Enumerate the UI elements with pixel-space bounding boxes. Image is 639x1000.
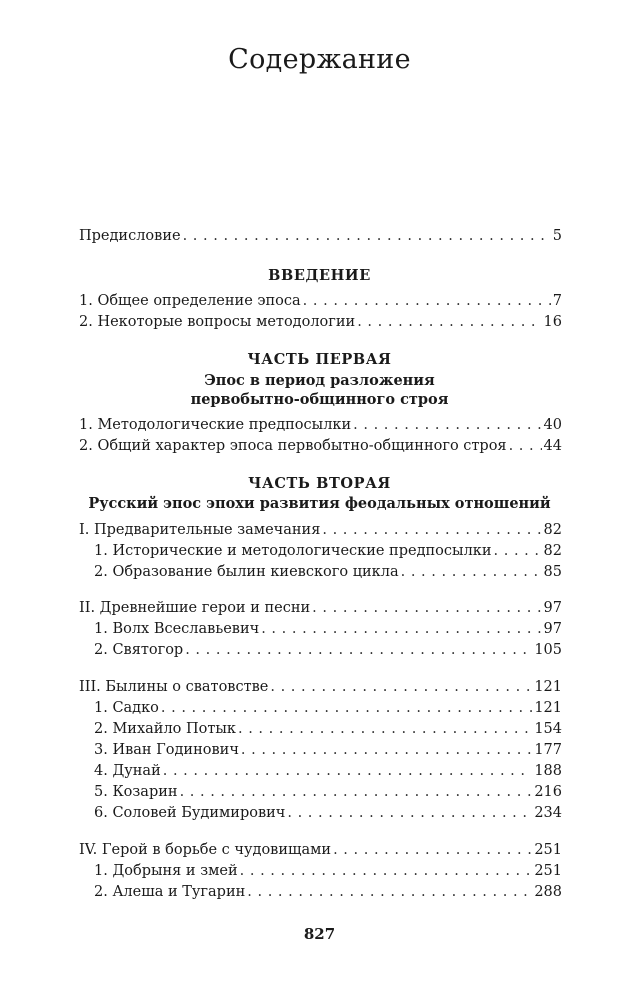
section-subheading-part2: Русский эпос эпохи развития феодальных отношений: [88, 495, 551, 512]
leader-dots: [270, 677, 532, 697]
entry-page: 216: [534, 784, 562, 800]
entry-label: 1. Исторические и методологические предпосылки: [94, 543, 492, 559]
entry-label: 6. Соловей Будимирович: [94, 805, 286, 821]
entry-page: 5: [552, 228, 562, 244]
toc-entry: [94, 619, 562, 639]
entry-label: 1. Волх Всеславьевич: [94, 621, 260, 637]
entry-label: 2. Михайло Потык: [94, 721, 236, 737]
leader-dots: [303, 291, 551, 311]
entry-label: II. Древнейшие герои и песни: [79, 600, 311, 616]
toc-entry: [94, 882, 562, 902]
toc-entry: [79, 226, 562, 246]
entry-page: 121: [534, 679, 562, 695]
toc-entry: [79, 520, 562, 540]
entry-label: 2. Святогор: [94, 642, 184, 658]
entry-label: 3. Иван Годинович: [94, 742, 239, 758]
leader-dots: [183, 226, 551, 246]
entry-label: 1. Добрыня и змей: [94, 863, 238, 879]
entry-page: 97: [543, 600, 562, 616]
entry-label: 2. Алеша и Тугарин: [94, 884, 246, 900]
toc-entry: [79, 436, 562, 456]
entry-page: 85: [543, 564, 562, 580]
entry-page: 154: [534, 721, 562, 737]
toc-entry: [94, 541, 562, 561]
leader-dots: [357, 312, 541, 332]
leader-dots: [247, 882, 532, 902]
entry-label: 1. Садко: [94, 700, 159, 716]
leader-dots: [240, 861, 533, 881]
entry-page: 97: [543, 621, 562, 637]
entry-page: 40: [543, 417, 562, 433]
leader-dots: [322, 520, 541, 540]
section-heading-part2: ЧАСТЬ ВТОРАЯ: [248, 475, 391, 492]
leader-dots: [333, 840, 532, 860]
entry-page: 16: [543, 314, 562, 330]
leader-dots: [261, 619, 541, 639]
leader-dots: [312, 598, 541, 618]
leader-dots: [401, 562, 542, 582]
entry-label: 1. Общее определение эпоса: [79, 293, 301, 309]
entry-label: 2. Образование былин киевского цикла: [94, 564, 399, 580]
leader-dots: [509, 436, 542, 456]
entry-label: Предисловие: [79, 228, 181, 244]
page-number: 827: [303, 925, 336, 943]
leader-dots: [241, 740, 532, 760]
toc-entry: [79, 840, 562, 860]
entry-page: 251: [534, 863, 562, 879]
leader-dots: [180, 782, 533, 802]
entry-label: I. Предварительные замечания: [79, 522, 321, 538]
entry-label: 2. Общий характер эпоса первобытно-общинного строя: [79, 438, 507, 454]
entry-page: 121: [534, 700, 562, 716]
toc-entry: [94, 861, 562, 881]
section-subheading-part1: Эпос в период разложения: [204, 372, 435, 389]
entry-page: 188: [534, 763, 562, 779]
leader-dots: [494, 541, 542, 561]
toc-entry: [79, 291, 562, 311]
entry-page: 105: [534, 642, 562, 658]
entry-label: 4. Дунай: [94, 763, 161, 779]
toc-entry: [94, 640, 562, 660]
leader-dots: [238, 719, 532, 739]
toc-entry: [94, 740, 562, 760]
toc-entry: [94, 562, 562, 582]
entry-label: 5. Козарин: [94, 784, 178, 800]
entry-label: IV. Герой в борьбе с чудовищами: [79, 842, 332, 858]
entry-label: III. Былины о сватовстве: [79, 679, 269, 695]
entry-page: 44: [543, 438, 562, 454]
section-heading-part1: ЧАСТЬ ПЕРВАЯ: [247, 351, 392, 368]
entry-page: 82: [543, 522, 562, 538]
leader-dots: [287, 803, 532, 823]
entry-page: 7: [552, 293, 562, 309]
toc-entry: [94, 803, 562, 823]
leader-dots: [353, 415, 541, 435]
toc-entry: [79, 415, 562, 435]
entry-label: 2. Некоторые вопросы методологии: [79, 314, 356, 330]
entry-label: 1. Методологические предпосылки: [79, 417, 352, 433]
toc-entry: [94, 782, 562, 802]
leader-dots: [185, 640, 532, 660]
entry-page: 177: [534, 742, 562, 758]
entry-page: 234: [534, 805, 562, 821]
toc-entry: [79, 677, 562, 697]
toc-entry: [94, 719, 562, 739]
entry-page: 82: [543, 543, 562, 559]
entry-page: 288: [534, 884, 562, 900]
toc-entry: [79, 598, 562, 618]
section-subheading-part1: первобытно-общинного строя: [190, 391, 449, 408]
toc-entry: [94, 698, 562, 718]
leader-dots: [161, 698, 532, 718]
section-heading-intro: ВВЕДЕНИЕ: [268, 267, 371, 284]
page-title: Содержание: [228, 44, 411, 75]
entry-page: 251: [534, 842, 562, 858]
toc-entry: [79, 312, 562, 332]
leader-dots: [163, 761, 533, 781]
toc-entry: [94, 761, 562, 781]
